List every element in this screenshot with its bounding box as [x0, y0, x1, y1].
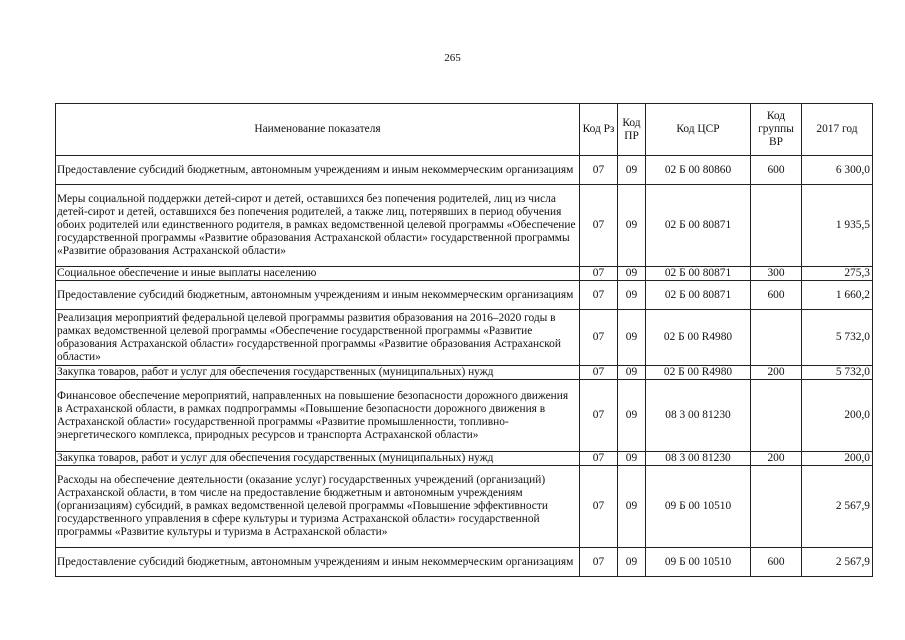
row-pr: 09	[618, 267, 646, 281]
row-csr: 02 Б 00 80871	[646, 267, 751, 281]
row-vr	[751, 466, 802, 548]
row-pr: 09	[618, 380, 646, 452]
row-vr: 200	[751, 366, 802, 380]
row-pr: 09	[618, 452, 646, 466]
header-vr: Код группы ВР	[751, 104, 802, 156]
row-vr	[751, 310, 802, 366]
row-csr: 09 Б 00 10510	[646, 466, 751, 548]
table-row	[56, 366, 873, 380]
row-vr: 600	[751, 281, 802, 310]
row-vr: 300	[751, 267, 802, 281]
row-pr: 09	[618, 466, 646, 548]
table-row	[56, 267, 873, 281]
row-rz: 07	[580, 156, 618, 185]
table-row	[56, 156, 873, 185]
budget-table	[55, 103, 873, 577]
header-pr: Код ПР	[618, 104, 646, 156]
row-vr: 600	[751, 156, 802, 185]
row-name: Предоставление субсидий бюджетным, автономным учреждениям и иным некоммерческим организациям	[56, 281, 580, 310]
table-row	[56, 185, 873, 267]
row-vr: 200	[751, 452, 802, 466]
row-name: Реализация мероприятий федеральной целевой программы развития образования на 2016–2020 годы в рамках ведомственной целевой программы «Обеспечение государственной программы «Развитие образования Астраханской области» государственной программы «Развитие образования Астраханской области»	[56, 310, 580, 366]
row-pr: 09	[618, 366, 646, 380]
row-vr: 600	[751, 548, 802, 577]
row-name: Предоставление субсидий бюджетным, автономным учреждениям и иным некоммерческим организациям	[56, 548, 580, 577]
row-name: Предоставление субсидий бюджетным, автономным учреждениям и иным некоммерческим организациям	[56, 156, 580, 185]
row-csr: 02 Б 00 80860	[646, 156, 751, 185]
row-name: Финансовое обеспечение мероприятий, направленных на повышение безопасности дорожного движения в Астраханской области, в рамках подпрограммы «Повышение безопасности дорожного движения в Астраханской области» государственной программы «Развитие промышленности, топливно-энергетического комплекса, природных ресурсов и транспорта Астраханской области»	[56, 380, 580, 452]
row-amount: 2 567,9	[802, 548, 873, 577]
table-row	[56, 310, 873, 366]
table-row	[56, 548, 873, 577]
row-csr: 08 3 00 81230	[646, 452, 751, 466]
row-amount: 6 300,0	[802, 156, 873, 185]
header-csr: Код ЦСР	[646, 104, 751, 156]
row-amount: 1 935,5	[802, 185, 873, 267]
table-row	[56, 452, 873, 466]
row-csr: 09 Б 00 10510	[646, 548, 751, 577]
row-rz: 07	[580, 185, 618, 267]
row-amount: 275,3	[802, 267, 873, 281]
row-rz: 07	[580, 548, 618, 577]
row-name: Расходы на обеспечение деятельности (оказание услуг) государственных учреждений (организаций) Астраханской области, в том числе на предоставление бюджетным и автономным учреждениям (организациям) субсидий, в рамках ведомственной целевой программы «Повышение эффективности государственного управления в сфере культуры и туризма Астраханской области» государственной программы «Развитие культуры и туризма в Астраханской области»	[56, 466, 580, 548]
row-pr: 09	[618, 185, 646, 267]
row-csr: 02 Б 00 80871	[646, 281, 751, 310]
row-rz: 07	[580, 452, 618, 466]
header-name: Наименование показателя	[56, 104, 580, 156]
row-rz: 07	[580, 380, 618, 452]
row-csr: 02 Б 00 R4980	[646, 310, 751, 366]
table-row	[56, 281, 873, 310]
row-vr	[751, 380, 802, 452]
row-csr: 02 Б 00 80871	[646, 185, 751, 267]
row-amount: 5 732,0	[802, 310, 873, 366]
row-pr: 09	[618, 281, 646, 310]
row-pr: 09	[618, 548, 646, 577]
row-rz: 07	[580, 267, 618, 281]
row-amount: 200,0	[802, 452, 873, 466]
row-amount: 5 732,0	[802, 366, 873, 380]
header-row	[56, 104, 873, 156]
row-rz: 07	[580, 281, 618, 310]
row-rz: 07	[580, 466, 618, 548]
row-amount: 1 660,2	[802, 281, 873, 310]
row-amount: 2 567,9	[802, 466, 873, 548]
row-pr: 09	[618, 310, 646, 366]
table-row	[56, 380, 873, 452]
row-name: Закупка товаров, работ и услуг для обеспечения государственных (муниципальных) нужд	[56, 452, 580, 466]
header-rz: Код Рз	[580, 104, 618, 156]
row-name: Закупка товаров, работ и услуг для обеспечения государственных (муниципальных) нужд	[56, 366, 580, 380]
row-name: Меры социальной поддержки детей-сирот и детей, оставшихся без попечения родителей, лиц из числа детей-сирот и детей, оставшихся без попечения родителей, а также лиц, потерявших в период обучения обоих родителей или единственного родителя, в рамках ведомственной целевой программы «Обеспечение государственной программы «Развитие образования Астраханской области» государственной программы «Развитие образования Астраханской области»	[56, 185, 580, 267]
row-amount: 200,0	[802, 380, 873, 452]
row-vr	[751, 185, 802, 267]
row-pr: 09	[618, 156, 646, 185]
row-rz: 07	[580, 310, 618, 366]
row-name: Социальное обеспечение и иные выплаты населению	[56, 267, 580, 281]
row-rz: 07	[580, 366, 618, 380]
table-row	[56, 466, 873, 548]
row-csr: 08 3 00 81230	[646, 380, 751, 452]
row-csr: 02 Б 00 R4980	[646, 366, 751, 380]
page-number: 265	[444, 52, 461, 64]
header-year: 2017 год	[802, 104, 873, 156]
